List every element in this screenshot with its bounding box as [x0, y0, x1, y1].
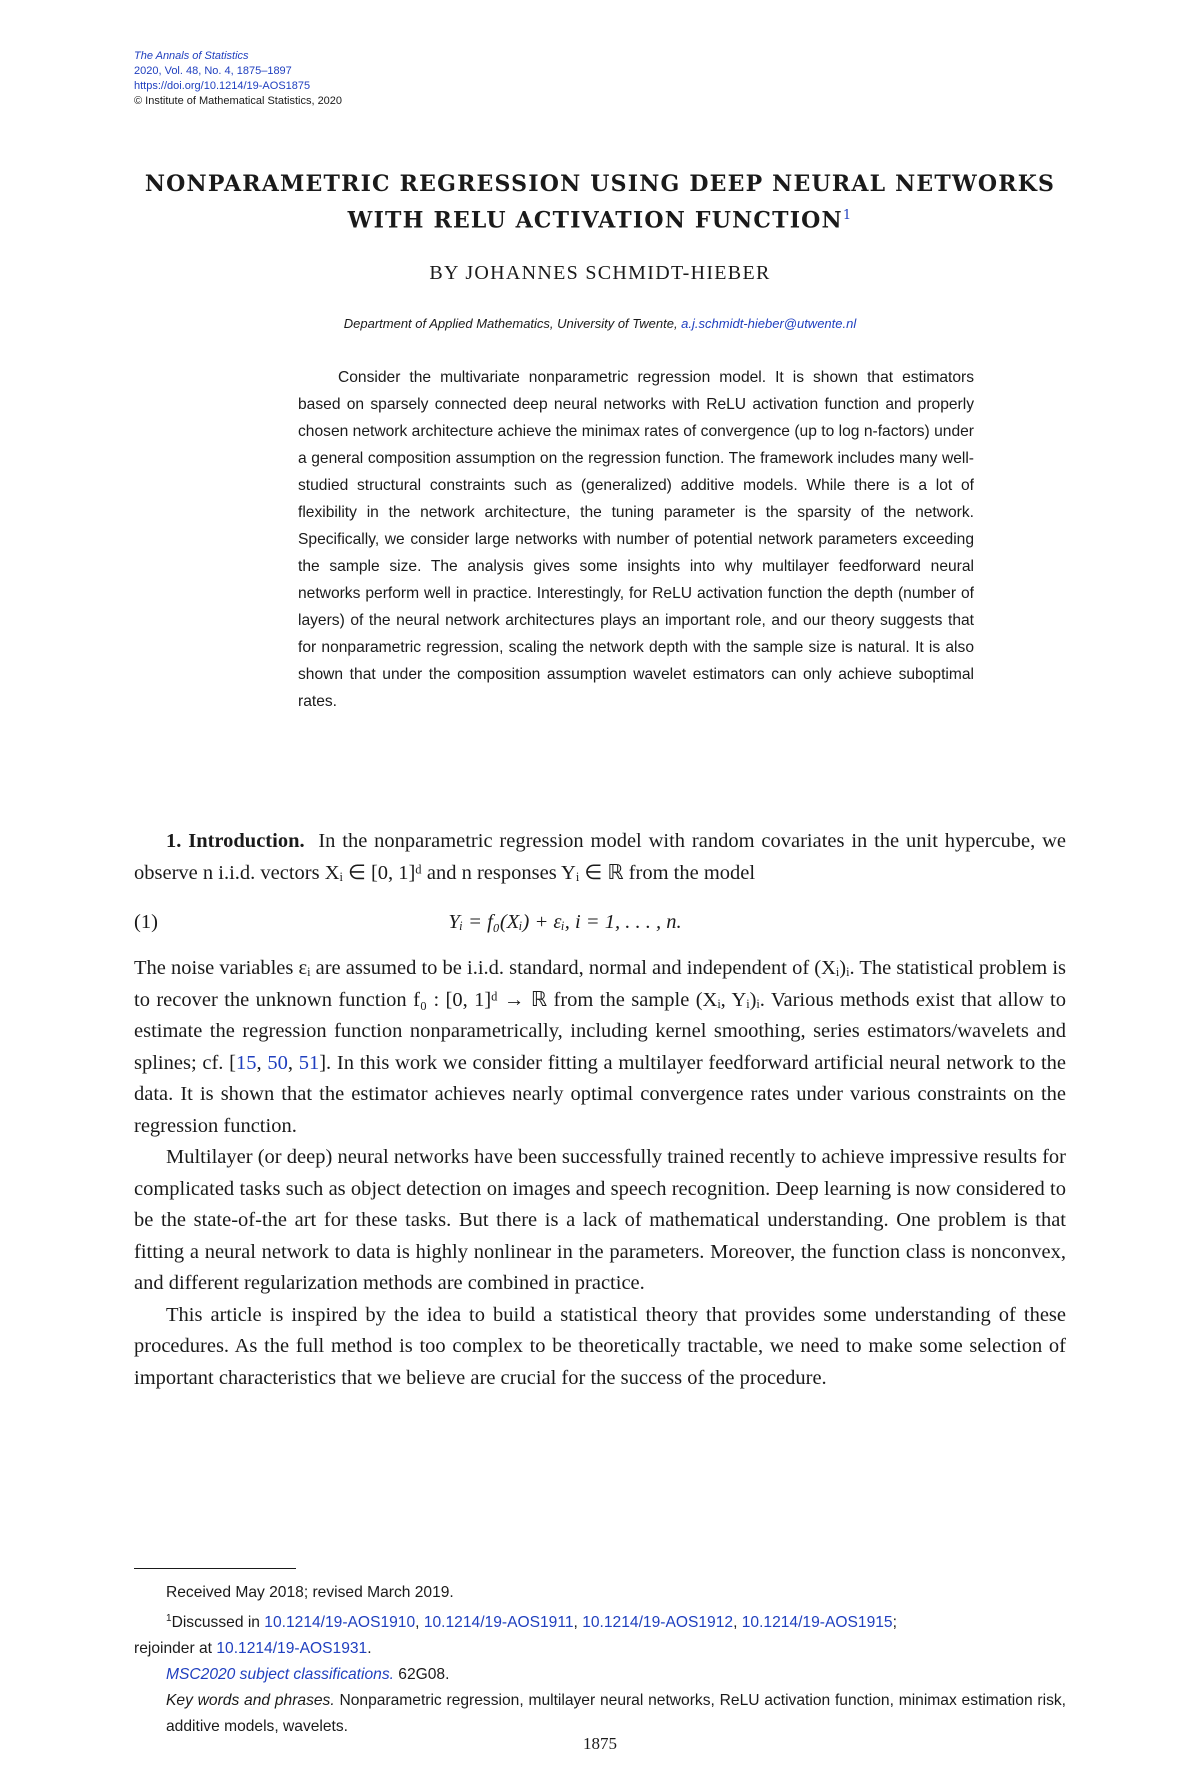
author-line: BY JOHANNES SCHMIDT-HIEBER: [429, 262, 771, 284]
ref-link-50[interactable]: 50: [267, 1051, 288, 1074]
equation-1: [134, 899, 1066, 947]
discussion-link-1911[interactable]: 10.1214/19-AOS1911: [423, 1614, 574, 1632]
journal-copyright: © Institute of Mathematical Statistics, 2020: [134, 95, 343, 107]
discussed-prefix: Discussed in: [171, 1614, 265, 1632]
msc-value: 62G08.: [393, 1666, 450, 1684]
footnote-keywords: [134, 1688, 1066, 1740]
ref-link-15[interactable]: 15: [235, 1051, 257, 1074]
title-footnote-mark[interactable]: 1: [842, 208, 853, 223]
title-line-2: WITH RELU ACTIVATION FUNCTION: [347, 207, 843, 234]
discussion-link-1915[interactable]: 10.1214/19-AOS1915: [741, 1614, 893, 1632]
page-number: 1875: [583, 1734, 617, 1753]
equation-body: Yᵢ = f₀(Xᵢ) + εᵢ, i = 1, . . . , n.: [448, 911, 682, 934]
footnote-mark: 1: [166, 1613, 172, 1624]
rejoinder-prefix: rejoinder at: [134, 1640, 217, 1658]
journal-volume: 2020, Vol. 48, No. 4, 1875–1897: [134, 65, 292, 77]
equation-number: (1): [134, 911, 158, 934]
paragraph-2: Multilayer (or deep) neural networks have been successfully trained recently to achieve impressive results for complicated tasks such as object detection on images and speech recognition. Deep learning is now considered to be the state-of-the art for these tasks. But there is a lack of mathematical understanding. One problem is that fitting a neural network to data is highly nonlinear in the parameters. Moreover, the function class is nonconvex, and different regularization methods are combined in practice.: [134, 1146, 1066, 1294]
footnote-discussed: $^1$Discussed in 10.1214/19-AOS1910, 10.1214/19-AOS1911, 10.1214/19-AOS1912, 10.1214/19-AOS1915;: [166, 1613, 897, 1632]
main-body: [134, 826, 1066, 1394]
journal-name: The Annals of Statistics: [134, 50, 249, 62]
journal-doi-link[interactable]: https://doi.org/10.1214/19-AOS1875: [134, 80, 311, 92]
abstract: [298, 364, 974, 715]
keywords-value: Nonparametric regression, multilayer neural networks, ReLU activation function, minimax estimation risk, additive models, wavelets.: [166, 1692, 1066, 1736]
paragraph-1: The noise variables εᵢ are assumed to be i.i.d. standard, normal and independent of (Xᵢ)ᵢ. The statistical problem is to recover the unknown function f₀ : [0, 1]ᵈ → ℝ from the sample (Xᵢ, Yᵢ)ᵢ. Various methods exist that allow to estimate the regression function nonparametrically, including kernel smoothing, series estimators/wavelets and splines; cf. [15, 50, 51]. In this work we consider fitting a multilayer feedforward artificial neural network to the data. It is shown that the estimator achieves nearly optimal convergence rates under various constraints on the regression function.: [134, 957, 1066, 1137]
footnotes: [134, 1580, 1066, 1740]
paper-title: [134, 168, 1066, 236]
footnote-divider: [134, 1568, 296, 1569]
author-email-link[interactable]: a.j.schmidt-hieber@utwente.nl: [681, 316, 857, 331]
title-line-1: NONPARAMETRIC REGRESSION USING DEEP NEURAL NETWORKS: [144, 171, 1056, 197]
paragraph-3: This article is inspired by the idea to build a statistical theory that provides some understanding of these procedures. As the full method is too complex to be theoretically tractable, we need to make some selection of important characteristics that we believe are crucial for the success of the procedure.: [134, 1303, 1066, 1389]
footnote-received: Received May 2018; revised March 2019.: [166, 1584, 454, 1601]
ref-link-51[interactable]: 51: [298, 1051, 320, 1074]
footnote-msc: [134, 1662, 1066, 1688]
abstract-text: Consider the multivariate nonparametric regression model. It is shown that estimators based on sparsely connected deep neural networks with ReLU activation function and properly chosen network architecture achieve the minimax rates of convergence (up to log n-factors) under a general composition assumption on the regression function. The framework includes many well-studied structural constraints such as (generalized) additive models. While there is a lot of flexibility in the network architecture, the tuning parameter is the sparsity of the network. Specifically, we consider large networks with number of potential network parameters exceeding the sample size. The analysis gives some insights into why multilayer feedforward neural networks perform well in practice. Interestingly, for ReLU activation function the depth (number of layers) of the neural network architectures plays an important role, and our theory suggests that for nonparametric regression, scaling the network depth with the sample size is natural. It is also shown that under the composition assumption wavelet estimators can only achieve suboptimal rates.: [298, 369, 974, 710]
paragraph-1-text-b: ]. In this work we consider fitting a multilayer feedforward artificial neural network to the data. It is shown that the estimator achieves nearly optimal convergence rates under various constraints on the regression function.: [134, 1051, 1066, 1137]
affiliation-text: Department of Applied Mathematics, University of Twente,: [343, 316, 682, 331]
msc-label[interactable]: MSC2020 subject classifications.: [166, 1666, 394, 1684]
affiliation: [134, 316, 1066, 331]
rejoinder-link[interactable]: 10.1214/19-AOS1931: [216, 1640, 368, 1658]
discussion-link-1910[interactable]: 10.1214/19-AOS1910: [264, 1614, 416, 1632]
discussion-link-1912[interactable]: 10.1214/19-AOS1912: [582, 1614, 734, 1632]
intro-text: In the nonparametric regression model with random covariates in the unit hypercube, we observe n i.i.d. vectors Xᵢ ∈ [0, 1]ᵈ and n responses Yᵢ ∈ ℝ from the model: [134, 830, 1067, 884]
keywords-label: Key words and phrases.: [166, 1692, 335, 1710]
paragraph-1-text-a: The noise variables εᵢ are assumed to be i.i.d. standard, normal and independent of (Xᵢ)ᵢ. The statistical problem is to recover the unknown function f₀ : [0, 1]ᵈ → ℝ from the sample (Xᵢ, Yᵢ)ᵢ. Various methods exist that allow to estimate the regression function nonparametrically, including kernel smoothing, series estimators/wavelets and splines; cf. [: [134, 957, 1066, 1074]
footnote-rejoinder: rejoinder at 10.1214/19-AOS1931.: [134, 1640, 372, 1658]
journal-header: [134, 49, 342, 109]
section-heading: 1. Introduction.: [166, 830, 305, 852]
